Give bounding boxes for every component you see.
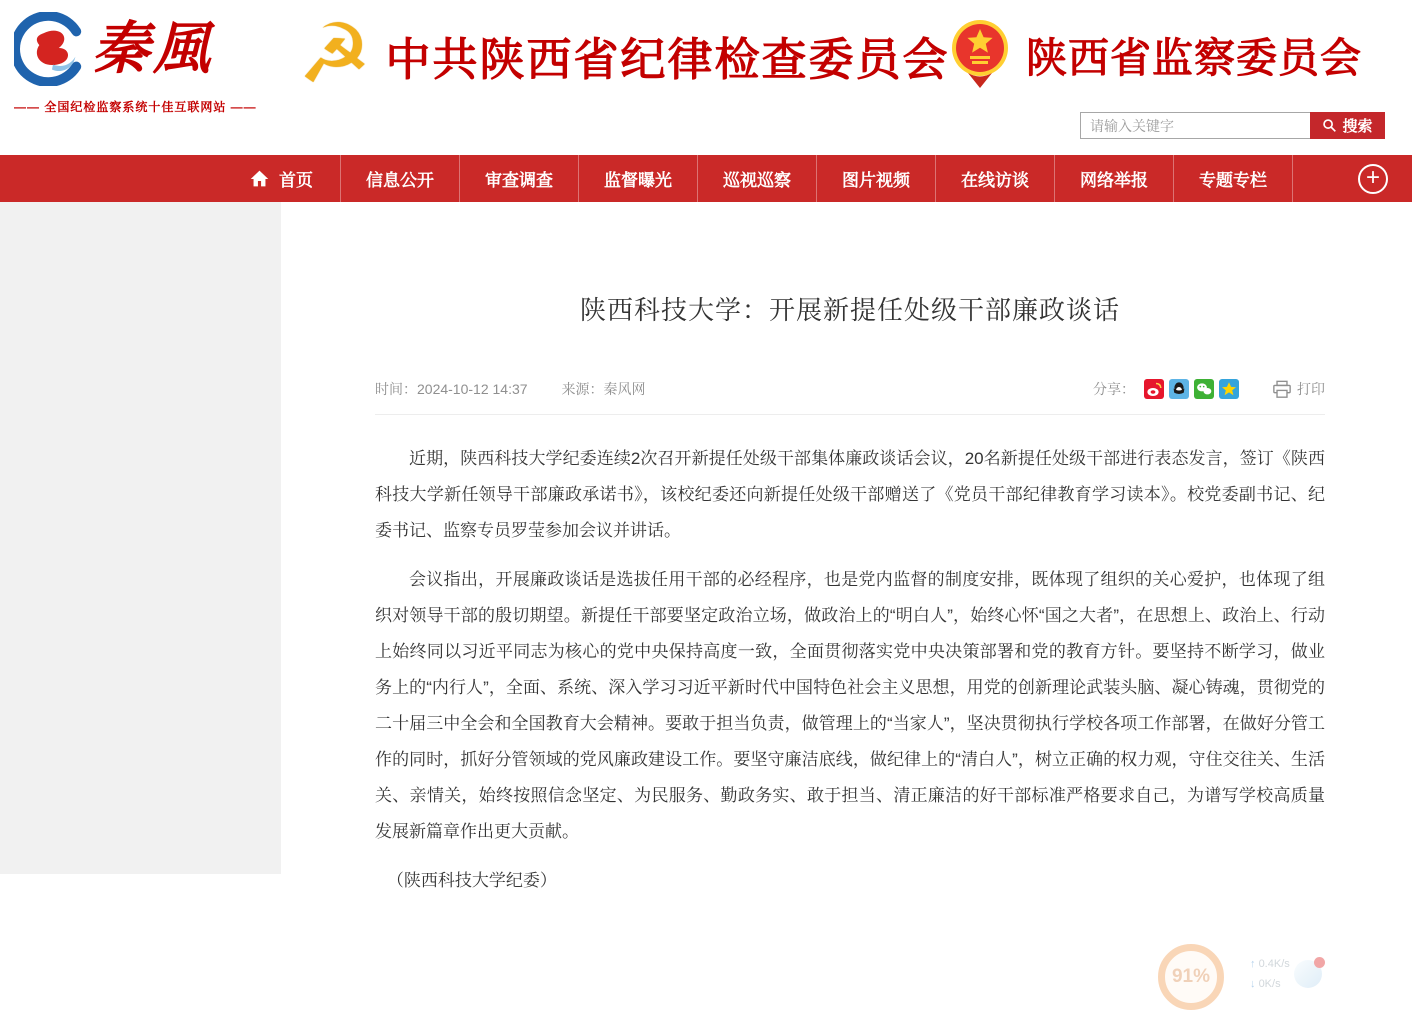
nav-item-review-investigation[interactable] (460, 155, 579, 202)
nav-item-photos-videos[interactable] (817, 155, 936, 202)
printer-icon (1272, 380, 1292, 399)
share-label: 分享： (1093, 381, 1135, 397)
plus-circle-icon: + (1358, 164, 1388, 194)
article-title: 陕西科技大学：开展新提任处级干部廉政谈话 (579, 295, 1120, 325)
weibo-share-icon[interactable] (1144, 379, 1164, 399)
qq-share-icon[interactable] (1169, 379, 1189, 399)
share-print-group (1093, 379, 1325, 399)
nav-item-info-disclosure[interactable] (341, 155, 460, 202)
netspeed-readout (1250, 954, 1290, 994)
site-logo[interactable] (14, 12, 272, 115)
site-header (0, 0, 1412, 155)
search-button[interactable] (1310, 112, 1385, 139)
upload-speed: 0.4K/s (1258, 958, 1290, 970)
nav-item-label: 监督曝光 (604, 171, 672, 190)
article-body (375, 441, 1325, 899)
site-logo-tagline: —— 全国纪检监察系统十佳互联网站 —— (14, 100, 257, 114)
time-value: 2024-10-12 14:37 (417, 381, 528, 397)
article-paragraph: 近期，陕西科技大学纪委连续2次召开新提任处级干部集体廉政谈话会议，20名新提任处级干部进行表态发言，签订《陕西科技大学新任领导干部廉政承诺书》，该校纪委还向新提任处级干部赠送了《党员干部纪律教育学习读本》。校党委副书记、纪委书记、监察专员罗莹参加会议并讲话。 (375, 449, 1325, 540)
nav-item-supervision-exposure[interactable] (579, 155, 698, 202)
nav-item-label: 巡视巡察 (723, 171, 791, 190)
source-label: 来源： (561, 381, 604, 397)
page-body (0, 202, 1412, 990)
search-button-label: 搜索 (1342, 118, 1373, 135)
nav-item-label: 信息公开 (366, 171, 434, 190)
article-meta (375, 379, 1325, 415)
search-bar (1080, 112, 1385, 139)
national-emblem-icon (948, 18, 1012, 90)
qinfeng-emblem-icon (14, 12, 88, 86)
qzone-share-icon[interactable] (1219, 379, 1239, 399)
org-primary-name: 中共陕西省纪律检查委员会 (385, 33, 950, 85)
nav-item-label: 审查调查 (485, 171, 553, 190)
nav-item-label: 网络举报 (1080, 171, 1148, 190)
home-icon (249, 168, 270, 189)
nav-item-home[interactable] (222, 155, 341, 202)
netspeed-overlay (1158, 944, 1328, 1016)
download-speed: 0K/s (1258, 978, 1281, 990)
main-nav (0, 155, 1412, 202)
article-paragraph: 会议指出，开展廉政谈话是选拔任用干部的必经程序，也是党内监督的制度安排，既体现了组织的关心爱护，也体现了组织对领导干部的殷切期望。新提任干部要坚定政治立场，做政治上的“明白人”，始终心怀“国之大者”，在思想上、政治上、行动上始终同以习近平同志为核心的党中央保持高度一致，全面贯彻落实党中央决策部署和党的教育方针。要坚持不断学习，做业务上的“内行人”，全面、系统、深入学习习近平新时代中国特色社会主义思想，用党的创新理论武装头脑、凝心铸魂，贯彻党的二十届三中全会和全国教育大会精神。要敢于担当负责，做管理上的“当家人”，坚决贯彻执行学校各项工作部署，在做好分管工作的同时，抓好分管领域的党风廉政建设工作。要坚守廉洁底线，做纪律上的“清白人”，树立正确的权力观，守住交往关、生活关、亲情关，始终按照信念坚定、为民服务、勤政务实、敢于担当、清正廉洁的好干部标准严格要求自己，为谱写学校高质量发展新篇章作出更大贡献。 (375, 570, 1325, 841)
time-label: 时间： (375, 381, 417, 397)
wechat-share-icon[interactable] (1194, 379, 1214, 399)
search-input[interactable] (1080, 112, 1310, 139)
article-byline: （陕西科技大学纪委） (386, 871, 557, 890)
org-secondary-banner (948, 18, 1362, 90)
nav-item-special-columns[interactable] (1174, 155, 1293, 202)
article-container (281, 202, 1412, 890)
nav-item-label: 首页 (279, 171, 313, 190)
nav-expand-button[interactable] (1358, 155, 1388, 202)
percent-badge: 91% (1158, 944, 1224, 1010)
article-source (562, 379, 646, 399)
print-button[interactable] (1272, 379, 1325, 399)
source-value: 秦风网 (603, 381, 646, 397)
nav-item-label: 在线访谈 (961, 171, 1029, 190)
article-time (375, 379, 528, 399)
download-arrow-icon: ↓ (1250, 978, 1256, 990)
party-emblem-icon: ☭ (298, 9, 372, 100)
nav-item-online-reporting[interactable] (1055, 155, 1174, 202)
print-label: 打印 (1297, 381, 1325, 397)
notification-dot (1314, 957, 1325, 968)
nav-item-label: 专题专栏 (1199, 171, 1267, 190)
org-secondary-name: 陕西省监察委员会 (1026, 34, 1362, 81)
org-primary-banner (298, 9, 950, 100)
nav-item-label: 图片视频 (842, 171, 910, 190)
search-icon (1322, 118, 1337, 133)
nav-item-online-interviews[interactable] (936, 155, 1055, 202)
floating-assistant-ball[interactable] (1294, 960, 1322, 988)
nav-item-inspection-tours[interactable] (698, 155, 817, 202)
site-logo-name: 秦風 (92, 17, 214, 81)
upload-arrow-icon: ↑ (1250, 958, 1256, 970)
